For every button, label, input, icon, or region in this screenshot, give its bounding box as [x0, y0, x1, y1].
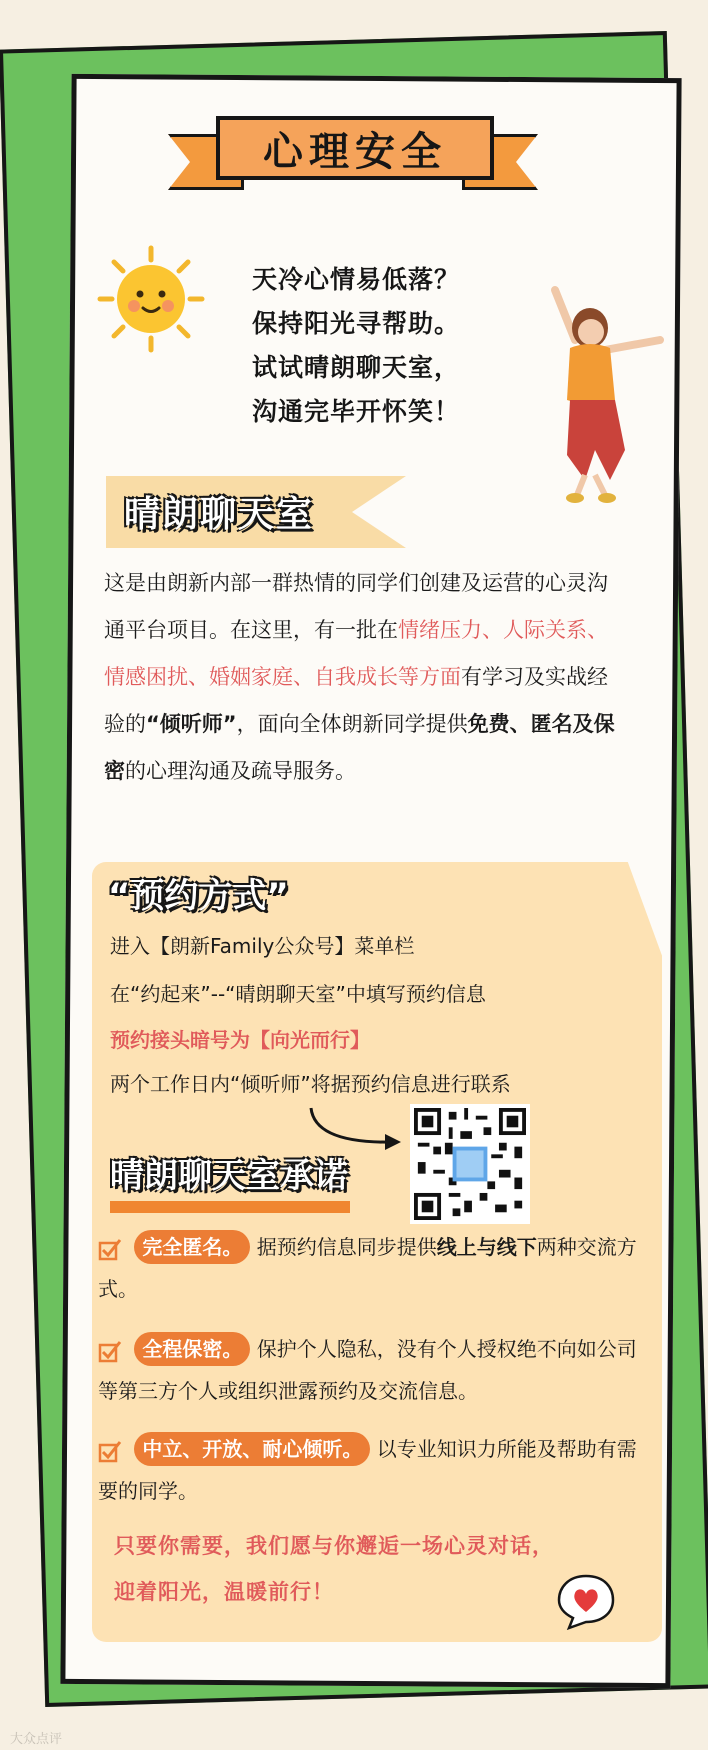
promise-item: [98, 1428, 648, 1512]
section-heading-banner: [106, 476, 406, 548]
intro-verse: [252, 258, 460, 434]
promise-bold: 线上与线下: [436, 1235, 537, 1259]
sun-icon: [96, 244, 206, 354]
desc-bold: 免费、匿名及保密: [104, 712, 615, 783]
closing-line: 迎着阳光，温暖前行！: [114, 1580, 334, 1604]
section-title: 晴朗聊天室: [124, 494, 315, 535]
desc-text: 这是由朗新内部一群热情的同学们创建及运营的心灵沟通平台项目。在这里，有一批在: [104, 571, 608, 642]
promise-text: 两种交流方式。: [98, 1235, 637, 1301]
page-title: 心理安全: [263, 128, 447, 175]
appointment-heading: [108, 868, 289, 917]
intro-line: 试试晴朗聊天室，: [252, 353, 461, 382]
checkbox-checked-icon: [98, 1339, 122, 1363]
appointment-step: 两个工作日内“倾听师”将据预约信息进行联系: [110, 1072, 511, 1096]
intro-line: 天冷心情易低落？: [252, 265, 461, 294]
intro-line: 沟通完毕开怀笑！: [252, 397, 461, 426]
promise-text: 据预约信息同步提供: [256, 1235, 437, 1259]
promise-text: 以专业知识力所能及帮助有需要的同学。: [98, 1437, 637, 1503]
watermark-text: 大众点评: [10, 1732, 63, 1747]
desc-highlight: 情绪压力、人际关系、情感困扰、婚姻家庭、自我成长等方面: [104, 618, 608, 689]
checkbox-checked-icon: [98, 1439, 122, 1463]
desc-bold: “倾听师”: [146, 712, 237, 736]
title-ribbon: [168, 112, 538, 202]
ribbon-main: [216, 116, 494, 180]
jumping-girl-illustration: [515, 280, 670, 510]
heart-bubble-icon: [555, 1572, 617, 1630]
desc-text: 有学习及实战经验的: [104, 665, 608, 736]
promise-tag: 完全匿名。: [134, 1230, 250, 1264]
promise-tag: 中立、开放、耐心倾听。: [134, 1432, 370, 1466]
closing-line: 只要你需要，我们愿与你邂逅一场心灵对话，: [114, 1534, 554, 1558]
promise-tag: 全程保密。: [134, 1332, 250, 1366]
promise-item: [98, 1328, 648, 1412]
desc-text: ，面向全体朗新同学提供: [236, 712, 468, 736]
appointment-title: “预约方式”: [108, 876, 289, 916]
appointment-step: 在“约起来”--“晴朗聊天室”中填写预约信息: [110, 982, 486, 1006]
promise-text: 保护个人隐私，没有个人授权绝不向如公司等第三方个人或组织泄露预约及交流信息。: [98, 1337, 637, 1403]
intro-line: 保持阳光寻帮助。: [252, 309, 461, 338]
qr-code-icon[interactable]: [410, 1104, 530, 1224]
promise-heading: [110, 1148, 350, 1213]
description-paragraph: [104, 560, 624, 795]
appointment-code: 预约接头暗号为【向光而行】: [110, 1028, 370, 1052]
checkbox-checked-icon: [98, 1237, 122, 1261]
promise-item: [98, 1226, 648, 1310]
appointment-step: 进入【朗新Family公众号】菜单栏: [110, 934, 415, 958]
desc-text: 的心理沟通及疏导服务。: [125, 759, 356, 783]
promise-title: 晴朗聊天室承诺: [110, 1156, 348, 1196]
